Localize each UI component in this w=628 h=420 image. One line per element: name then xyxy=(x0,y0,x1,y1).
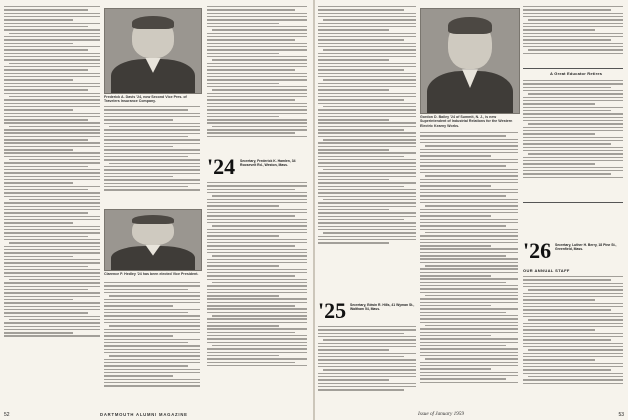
section-title-annual-staff: OUR ANNUAL STAFF xyxy=(523,268,570,273)
class-26-secretary-heading: Secretary, Luther H. Berry, 18 Pine St., Greenfield, Mass. xyxy=(555,243,617,252)
right-page-column-3-top xyxy=(523,6,623,66)
page-gutter xyxy=(313,0,315,420)
right-page-column-2 xyxy=(420,132,518,406)
class-25-secretary-heading: Secretary, Edwin R. Hills, 41 Wyman St., Waltham 54, Mass. xyxy=(350,303,415,312)
class-year-24: '24 xyxy=(207,154,236,179)
right-page-column-3-box xyxy=(523,80,623,200)
portrait-photo-davis xyxy=(104,8,202,94)
issue-footer: Issue of January 1959 xyxy=(418,411,464,417)
right-page-column-1-upper xyxy=(318,6,416,296)
left-page-column-3-lower xyxy=(207,182,307,406)
left-page xyxy=(4,6,309,420)
photo-caption-hedley: Clarence P. Hedley '24 has been elected Vice President. xyxy=(104,272,199,276)
class-year-26: '26 xyxy=(523,238,552,263)
class-year-25: '25 xyxy=(318,298,347,323)
class-24-secretary-heading: Secretary, Frederick K. Hamlen, 34 Roosevelt Rd., Weston, Mass. xyxy=(240,159,296,168)
magazine-footer: DARTMOUTH ALUMNI MAGAZINE xyxy=(100,412,188,417)
page-number-left: 52 xyxy=(4,412,10,418)
portrait-photo-bailey xyxy=(420,8,520,114)
box-title-great-educator: A Great Educator Retires xyxy=(550,71,603,76)
box-rule-top xyxy=(523,68,623,69)
page-number-right: 53 xyxy=(618,412,624,418)
photo-caption-davis: Frederick A. Davis '24, now Second Vice Pres. of Travelers Insurance Company. xyxy=(104,95,187,104)
left-page-column-2-lower xyxy=(104,282,200,406)
left-page-column-2-upper xyxy=(104,106,200,206)
box-rule-bottom xyxy=(523,202,623,203)
left-page-column-3-upper xyxy=(207,6,307,154)
portrait-photo-hedley xyxy=(104,209,202,271)
left-page-column-1 xyxy=(4,6,100,406)
right-page-column-1-lower xyxy=(318,326,416,406)
right-page-column-3-lower xyxy=(523,276,623,406)
right-page xyxy=(318,6,624,420)
photo-caption-bailey: Gordon D. Bailey '24 of Summit, N. J., is new Superintendent of Industrial Relations for the Western Electric Kearny Works. xyxy=(420,115,513,128)
